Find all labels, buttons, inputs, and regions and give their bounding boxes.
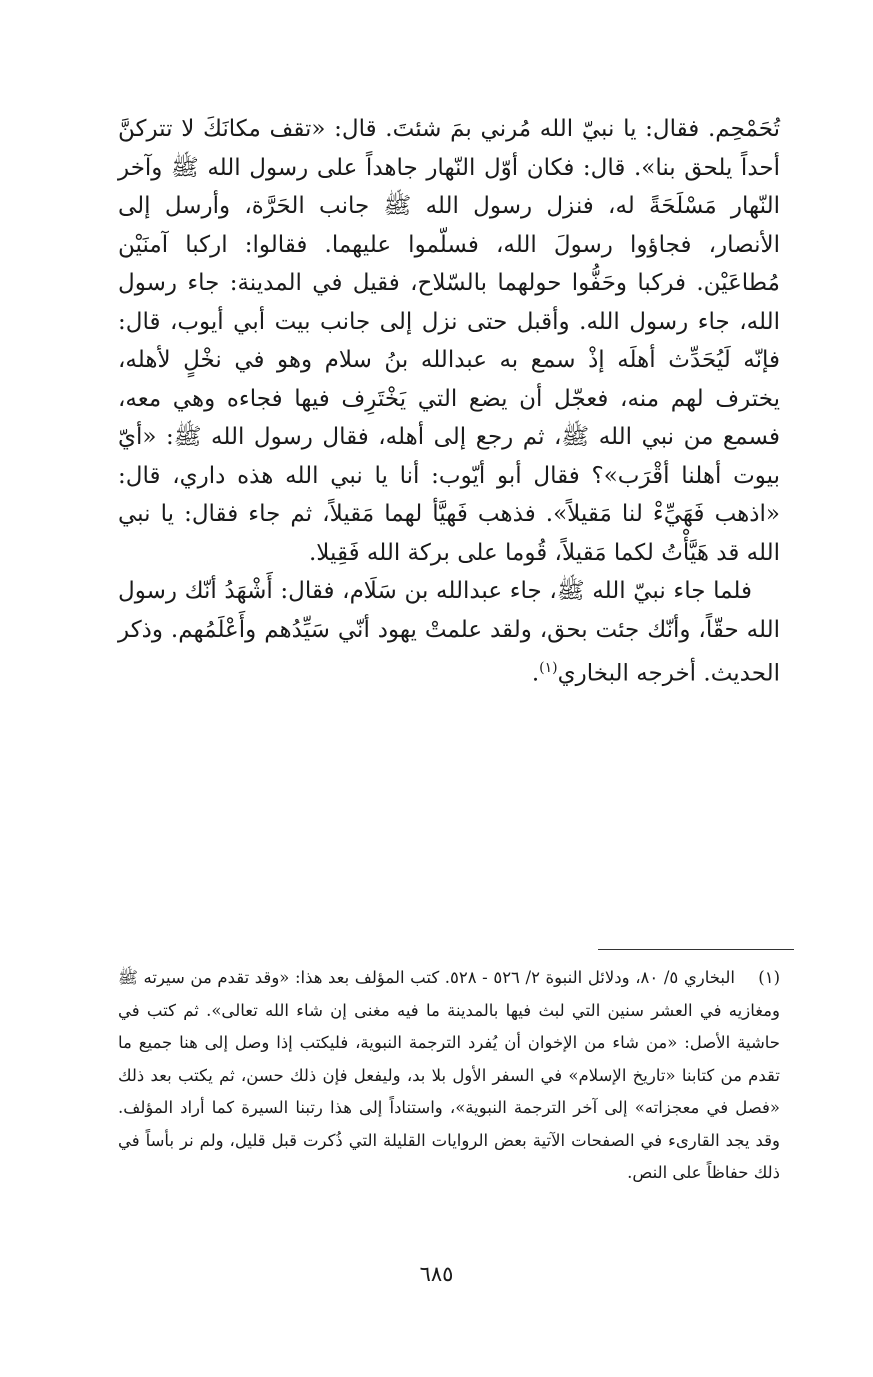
paragraph-1: تُحَمْحِم. فقال: يا نبيّ الله مُرني بمَ شئتَ. قال: «تقف مكانَكَ لا تتركنَّ أحداً يلحق بنا». قال: فكان أوّل النّهار جاهداً على رسول الله ﷺ وآخر النّهار مَسْلَحَةً له، فنزل رسول الله ﷺ جانب الحَرَّة، وأرسل إلى الأنصار، فجاؤوا رسولَ الله، فسلّموا عليهما. فقالوا: اركبا آمنَيْن مُطاعَيْن. فركبا وحَفُّوا حولهما بالسّلاح، فقيل في المدينة: جاء رسول الله، جاء رسول الله. وأقبل حتى نزل إلى جانب بيت أبي أيوب، قال: فإنّه لَيُحَدِّث أهلَه إذْ سمع به عبدالله بنُ سلام وهو في نخْلٍ لأهله، يخترف لهم منه، فعجّل أن يضع التي يَخْتَرِف فيها فجاءه وهي معه، فسمع من نبي الله ﷺ، ثم رجع إلى أهله، فقال رسول الله ﷺ: «أيّ بيوت أهلنا أقْرَب»؟ فقال أبو أيّوب: أنا يا نبي الله هذه داري، قال: «اذهب فَهَيِّءْ لنا مَقيلاً». فذهب فَهيَّأ لهما مَقيلاً، ثم جاء فقال: يا نبي الله قد هَيَّأْتُ لكما مَقيلاً، قُوما على بركة الله فَقِيلا.	[118, 116, 780, 566]
footnote	[118, 962, 780, 1190]
paragraph-2	[118, 572, 780, 693]
footnote-reference: (١)	[539, 660, 558, 676]
page-number: ٦٨٥	[419, 1262, 454, 1286]
paragraph-2-end: .	[531, 660, 540, 687]
footnote-text: البخاري ٥/ ٨٠، ودلائل النبوة ٢/ ٥٢٦ - ٥٢٨. كتب المؤلف بعد هذا: «وقد تقدم من سيرته ﷺ ومغازيه في العشر سنين التي لبث فيها بالمدينة ما فيه مغنى إن شاء الله تعالى». ثم كتب في حاشية الأصل: «من شاء من الإخوان أن يُفرد الترجمة النبوية، فليكتب إذا وصل إلى هنا جميع ما تقدم من كتابنا «تاريخ الإسلام» في السفر الأول بلا بد، وليفعل فإن ذلك حسن، ثم يكتب بعد ذلك «فصل في معجزاته» إلى آخر الترجمة النبوية»، واستناداً إلى هذا رتبنا السيرة كما أراد المؤلف. وقد يجد القارىء في الصفحات الآتية بعض الروايات القليلة التي ذُكرت قبل قليل، ولم نر بأساً في ذلك حفاظاً على النص.	[118, 968, 780, 1182]
footnote-separator	[598, 949, 794, 950]
footnote-number: (١)	[758, 968, 780, 987]
main-text	[118, 110, 780, 693]
paragraph-2-text: فلما جاء نبيّ الله ﷺ، جاء عبدالله بن سَلَام، فقال: أَشْهَدُ أنّك رسول الله حقّاً، وأنّك جئت بحق، ولقد علمتْ يهود أنّي سَيِّدُهم وأَعْلَمُهم. وذكر الحديث. أخرجه البخاري	[118, 578, 780, 687]
